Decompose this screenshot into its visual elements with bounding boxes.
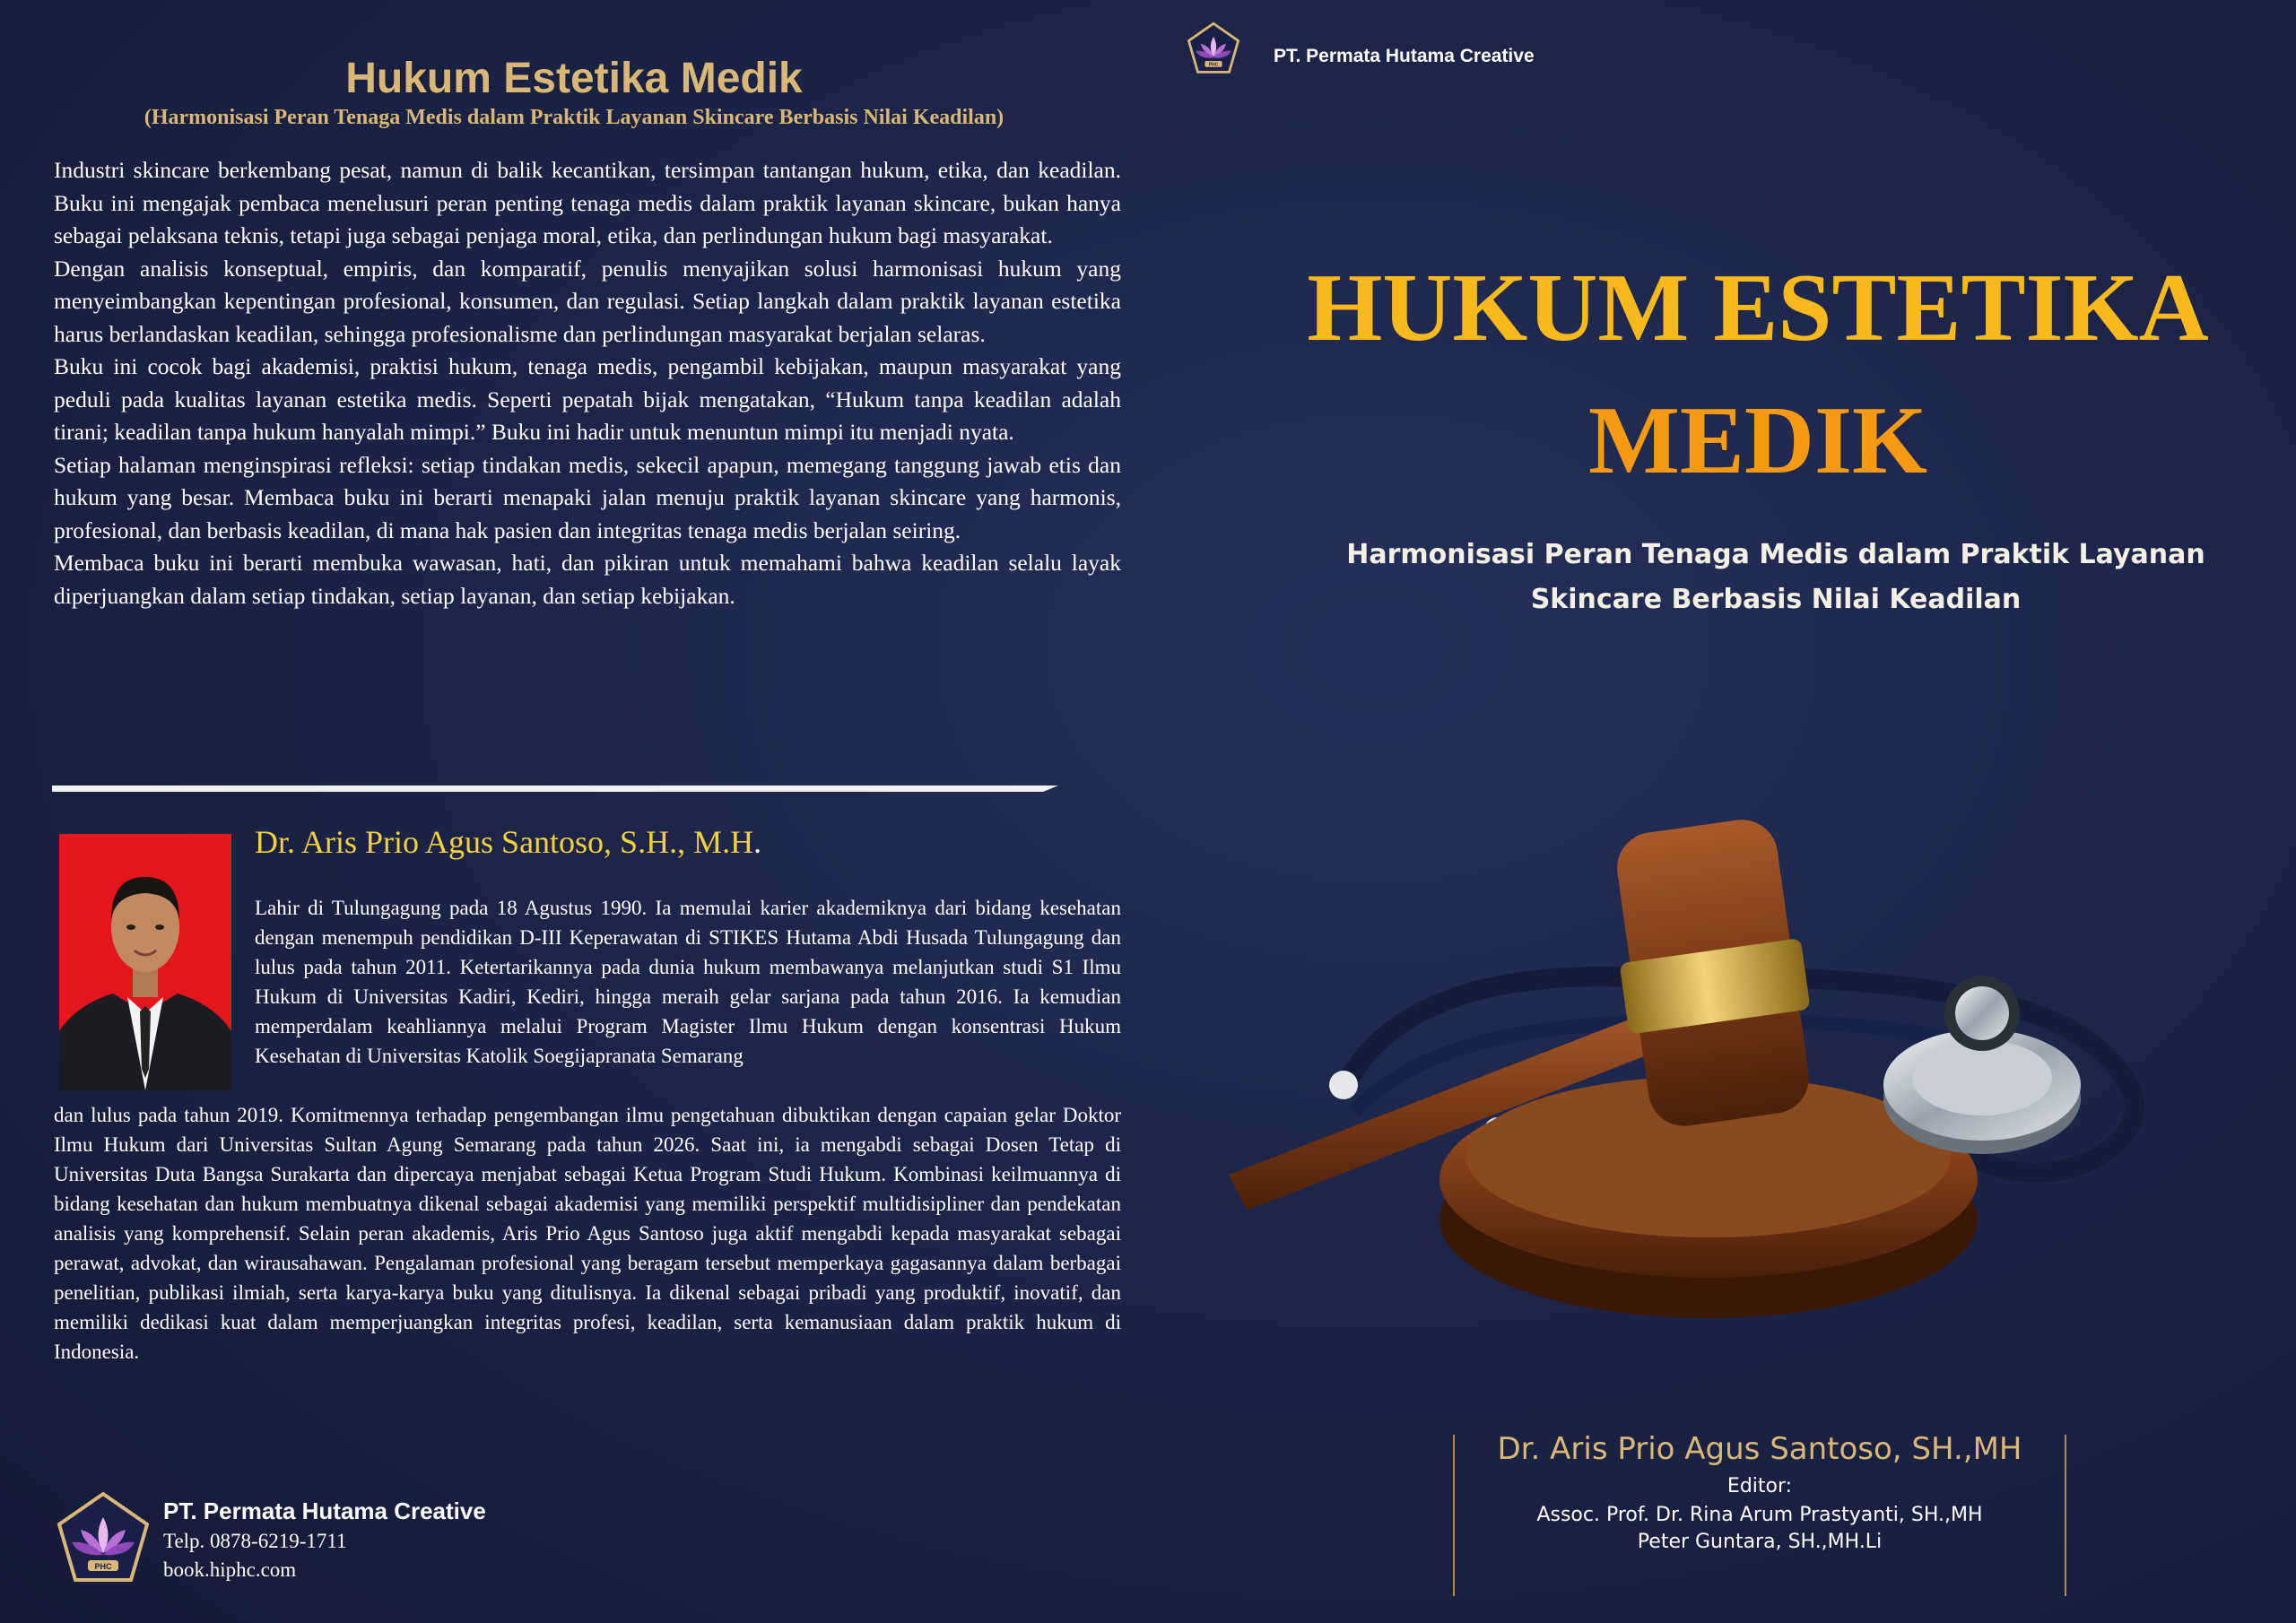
- gavel-icon: [1202, 816, 2215, 1354]
- gavel-stethoscope-illustration: [1202, 816, 2215, 1354]
- front-subtitle-line2: Skincare Berbasis Nilai Keadilan: [1530, 584, 2022, 615]
- front-publisher-logo: [1186, 22, 1241, 77]
- lotus-logo-icon: [54, 1490, 152, 1589]
- author-bio-part2: dan lulus pada tahun 2019. Komitmennya terhadap pengembangan ilmu pengetahuan dibuktikan dengan capaian gelar Doktor Ilmu Hukum dari Universitas Sultan Agung Semarang pada tahun 2026. Saat ini, ia mengabdi sebagai Dosen Tetap di Universitas Duta Bangsa Surakarta dan dipercaya menjabat sebagai Ketua Program Studi Hukum. Kombinasi keilmuannya di bidang kesehatan dan hukum membuatnya dikenal sebagai akademisi yang memiliki perspektif multidisipliner dan pendekatan analisis yang komprehensif. Selain peran akademis, Aris Prio Agus Santoso juga aktif mengabdi kepada masyarakat sebagai perawat, advokat, dan wirausahawan. Pengalaman profesional yang beragam tersebut memperkaya gagasannya dalam berbagai penelitian, publikasi ilmiah, serta karya-karya buku yang ditulisnya. Ia dikenal sebagai pribadi yang produktif, inovatif, dan memiliki dedikasi kuat dalam memperjuangkan integritas profesi, keadilan, serta kemanusiaan dalam praktik hukum di Indonesia.: [54, 1104, 1121, 1363]
- author-bio-part1: Lahir di Tulungagung pada 18 Agustus 1990. Ia memulai karier akademiknya dari bidang kesehatan dengan menempuh pendidikan D-III Keperawatan di STIKES Hutama Abdi Husada Tulungagung dan lulus pada tahun 2011. Ketertarikannya pada dunia hukum membawanya melanjutkan studi S1 Ilmu Hukum di Universitas Kadiri, Kediri, hingga meraih gelar sarjana pada tahun 2016. Ia kemudian memperdalam keahliannya melalui Program Magister Ilmu Hukum dengan konsentrasi Hukum Kesehatan di Universitas Katolik Soegijapranata Semarang: [255, 897, 1121, 1067]
- author-portrait-icon: [59, 834, 231, 1090]
- editor-label: Editor:: [1726, 1475, 1793, 1497]
- author-name-text: Dr. Aris Prio Agus Santoso, S.H., M.H: [255, 824, 754, 860]
- front-publisher-name: PT. Permata Hutama Creative: [1274, 46, 1535, 66]
- divider: [52, 785, 1058, 792]
- editor-name: Peter Guntara, SH.,MH.Li: [1637, 1531, 1883, 1553]
- author-photo: [59, 834, 231, 1090]
- blurb-paragraph: Industri skincare berkembang pesat, namun di balik kecantikan, tersimpan tantangan hukum, etika, dan keadilan. Buku ini mengajak pembaca menelusuri peran penting tenaga medis dalam praktik layanan skincare, bukan hanya sebagai pelaksana teknis, tetapi juga sebagai penjaga moral, etika, dan perlindungan hukum bagi masyarakat.: [54, 157, 1121, 248]
- publisher-website: book.hiphc.com: [163, 1558, 297, 1581]
- front-author: Dr. Aris Prio Agus Santoso, SH.,MH: [1497, 1431, 2022, 1467]
- back-subtitle: (Harmonisasi Peran Tenaga Medis dalam Praktik Layanan Skincare Berbasis Nilai Keadilan): [144, 106, 1004, 129]
- blurb-paragraph: Membaca buku ini berarti membuka wawasan, hati, dan pikiran untuk memahami bahwa keadilan selalu layak diperjuangkan dalam setiap tindakan, setiap layanan, dan setiap kebijakan.: [54, 550, 1121, 609]
- publisher-phone: Telp. 0878-6219-1711: [163, 1530, 347, 1552]
- blurb-paragraph: Buku ini cocok bagi akademisi, praktisi hukum, tenaga medis, pengambil kebijakan, maupun masyarakat yang peduli pada kualitas layanan estetika medis. Seperti pepatah bijak mengatakan, “Hukum tanpa keadilan adalah tirani; keadilan tanpa hukum hanyalah mimpi.” Buku ini hadir untuk menuntun mimpi itu menjadi nyata.: [54, 353, 1121, 445]
- front-subtitle-line1: Harmonisasi Peran Tenaga Medis dalam Praktik Layanan: [1346, 539, 2205, 570]
- back-title: Hukum Estetika Medik: [345, 55, 803, 102]
- publisher-logo: [54, 1490, 152, 1589]
- blurb-paragraph: Dengan analisis konseptual, empiris, dan komparatif, penulis menyajikan solusi harmonisasi hukum yang menyeimbangkan kepentingan profesional, konsumen, dan regulasi. Setiap langkah dalam praktik layanan estetika harus berlandaskan keadilan, sehingga profesionalisme dan perlindungan masyarakat berjalan selaras.: [54, 255, 1121, 347]
- lotus-logo-icon: [1186, 22, 1241, 77]
- author-name-dot: .: [753, 824, 762, 860]
- credits-right-rule: [2065, 1435, 2066, 1596]
- front-title: [1220, 242, 2296, 508]
- author-name: [255, 823, 761, 861]
- blurb: [54, 154, 1121, 612]
- front-subtitle: [1309, 533, 2242, 622]
- front-title-line1: HUKUM ESTETIKA: [1307, 255, 2209, 361]
- logo-text: PHC: [1208, 62, 1219, 68]
- blurb-paragraph: Setiap halaman menginspirasi refleksi: setiap tindakan medis, sekecil apapun, memegang tanggung jawab etis dan hukum yang besar. Membaca buku ini berarti menapaki jalan menuju praktik layanan skincare yang harmonis, profesional, dan berbasis keadilan, di mana hak pasien dan integritas tenaga medis berjalan seiring.: [54, 451, 1121, 543]
- logo-text: PHC: [94, 1562, 112, 1571]
- publisher-name: PT. Permata Hutama Creative: [163, 1497, 486, 1524]
- front-title-line2: MEDIK: [1588, 387, 1927, 494]
- editor-name: Assoc. Prof. Dr. Rina Arum Prastyanti, SH.,MH: [1536, 1504, 1983, 1526]
